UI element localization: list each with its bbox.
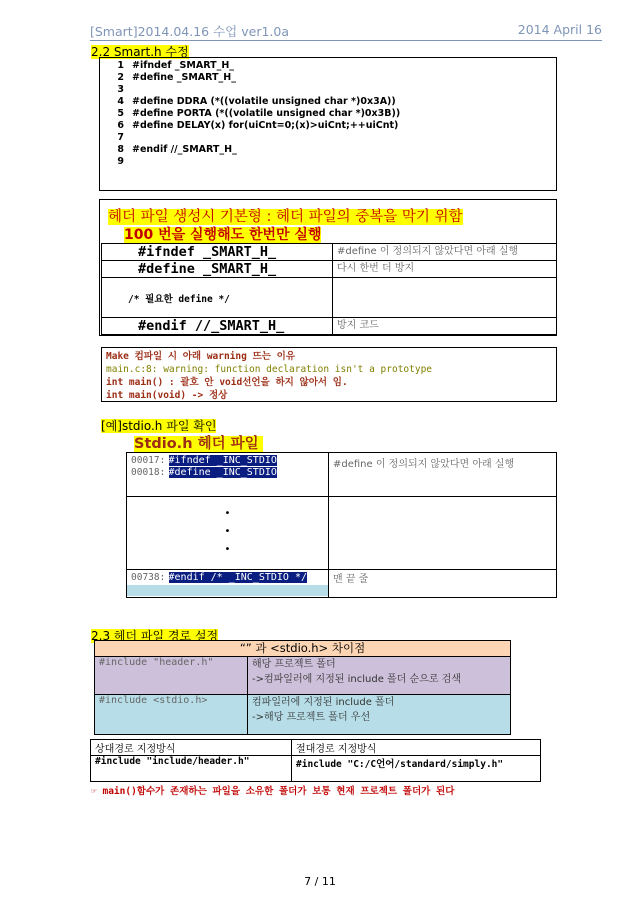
guard-code: #ifndef _SMART_H_	[102, 244, 333, 261]
table-row	[127, 497, 557, 570]
code-line: 7	[117, 132, 124, 143]
final-note: ☞ main()함수가 존재하는 파일을 소유한 폴더가 보통 현재 프로젝트 폴더가 된다	[91, 786, 455, 797]
table-row	[102, 244, 557, 261]
code-line: 1 #ifndef _SMART_H_	[117, 60, 235, 71]
header-guard-table	[101, 243, 557, 335]
table-header-row	[91, 740, 541, 756]
code-line: 5 #define PORTA (*((volatile unsigned char *)0x3B))	[117, 108, 401, 119]
ellipsis-cell	[127, 497, 329, 570]
guard-code: /* 필요한 define */	[102, 278, 333, 318]
code-line: 00018: #define _INC_STDIO	[131, 467, 277, 478]
include-desc: 해당 프로젝트 폴더 ->컴파일러에 지정된 include 폴더 순으로 검색	[248, 657, 511, 695]
code-line: 9	[117, 156, 124, 167]
guard-code: #endif //_SMART_H_	[102, 318, 333, 335]
table-row	[102, 278, 557, 318]
warning-line: int main() : 괄호 안 void선언을 하지 않아서 임.	[106, 377, 348, 388]
guard-desc: #define 이 정의되지 않았다면 아래 실행	[333, 244, 557, 261]
warning-message: main.c:8: warning: function declaration isn't a prototype	[106, 364, 433, 375]
absolute-path-code: #include "C:/C언어/standard/simply.h"	[292, 756, 541, 782]
header-guard-note	[99, 199, 557, 336]
include-desc: 컴파일러에 지정된 include 폴더 ->해당 프로젝트 폴더 우선	[248, 695, 511, 735]
page-number: 7 / 11	[304, 875, 336, 888]
section-title-include-path: 2.3 헤더 파일 경로 설정	[91, 629, 219, 643]
warning-line: int main(void) -> 정상	[106, 390, 228, 401]
table-row	[91, 756, 541, 782]
section-title-stdio: [예]stdio.h 파일 확인	[101, 419, 217, 433]
code-line: 8 #endif //_SMART_H_	[117, 144, 237, 155]
code-block-smart-h	[99, 57, 557, 191]
pointing-hand-icon: ☞	[91, 786, 97, 797]
stdio-table	[126, 452, 557, 598]
path-method-table	[90, 739, 541, 782]
absolute-path-header: 절대경로 지정방식	[292, 740, 541, 756]
table-row	[102, 261, 557, 278]
code-line: 00017: #ifndef _INC_STDIO	[131, 455, 277, 466]
empty-cell	[329, 497, 557, 570]
stdio-subtitle: Stdio.h 헤더 파일	[134, 432, 263, 453]
note-title: 헤더 파일 생성시 기본형 : 헤더 파일의 중복을 막기 위함	[108, 209, 463, 225]
stdio-code-cell	[127, 453, 329, 497]
dot: •	[224, 544, 231, 555]
warning-box	[101, 347, 557, 402]
stdio-desc: 맨 끝 줄	[329, 570, 557, 598]
code-line: 6 #define DELAY(x) for(uiCnt=0;(x)>uiCnt;++uiCnt)	[117, 120, 399, 131]
relative-path-code: #include "include/header.h"	[91, 756, 292, 782]
table-row	[95, 695, 511, 735]
stdio-desc: #define 이 정의되지 않았다면 아래 실행	[329, 453, 557, 497]
relative-path-header: 상대경로 지정방식	[91, 740, 292, 756]
table-row	[95, 657, 511, 695]
highlight-bar	[127, 585, 328, 596]
table-row	[127, 570, 557, 598]
code-line: 00738: #endif /* _INC_STDIO */	[131, 572, 307, 583]
warning-line: Make 컴파일 시 아래 warning 뜨는 이유	[106, 351, 296, 362]
doc-header-title: [Smart]2014.04.16 수업 ver1.0a	[90, 24, 289, 39]
section-title-smart-h: 2.2 Smart.h 수정	[91, 45, 189, 59]
code-line: 4 #define DDRA (*((volatile unsigned char *)0x3A))	[117, 96, 396, 107]
table-row	[102, 318, 557, 335]
include-code: #include "header.h"	[95, 657, 248, 695]
header-divider	[90, 40, 602, 41]
code-line: 3	[117, 84, 124, 95]
table-row	[127, 453, 557, 497]
dot: •	[224, 508, 231, 519]
stdio-code-cell	[127, 570, 329, 598]
code-line: 2 #define _SMART_H_	[117, 72, 236, 83]
include-diff-table	[94, 640, 511, 735]
note-subtitle: 100 번을 실행해도 한번만 실행	[124, 227, 322, 243]
table-header: “” 과 <stdio.h> 차이점	[95, 641, 511, 657]
dot: •	[224, 526, 231, 537]
doc-header-date: 2014 April 16	[517, 22, 602, 37]
include-code: #include <stdio.h>	[95, 695, 248, 735]
guard-desc: 방지 코드	[333, 318, 557, 335]
guard-desc	[333, 278, 557, 318]
guard-code: #define _SMART_H_	[102, 261, 333, 278]
table-header-row	[95, 641, 511, 657]
guard-desc: 다시 한번 더 방지	[333, 261, 557, 278]
